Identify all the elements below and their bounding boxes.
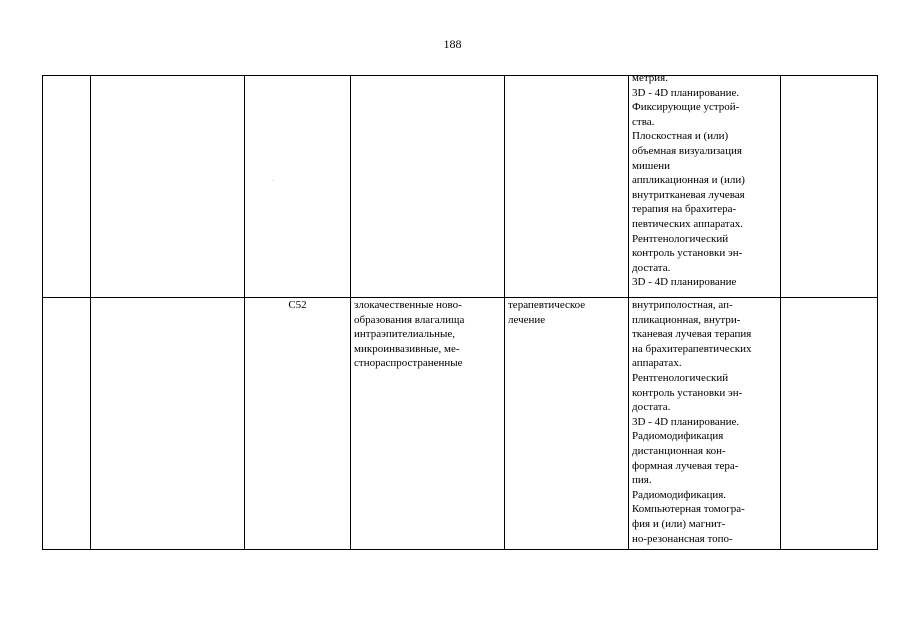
method-line: внутритканевая лучевая [632,188,745,201]
method-line: достата. [632,261,671,274]
table-cell-treatment [505,76,629,298]
method-line: дистанционная кон- [632,444,726,457]
method-line: тканевая лучевая терапия [632,328,752,341]
method-line: формная лучевая тера- [632,459,739,472]
method-line: аппаратах. [632,357,682,370]
method-line: Рентгенологический [632,371,729,384]
method-line: мишени [632,159,670,172]
method-line: ства. [632,115,655,128]
table-cell-extra [781,76,878,298]
method-line: 3D - 4D планирование [632,276,737,289]
stray-mark: . [272,174,274,183]
method-line: но-резонансная топо- [632,532,733,545]
method-line: Компьютерная томогра- [632,503,745,516]
method-line: 3D - 4D планирование. [632,415,740,428]
method-line: достата. [632,401,671,414]
table-cell-treatment [505,298,629,550]
table-row [43,76,878,298]
diagnosis-line: микроинвазивные, ме- [354,342,460,355]
method-line: Рентгенологический [632,232,729,245]
table-cell-number [43,76,91,298]
method-line: пия. [632,474,652,487]
method-line: контроль установки эн- [632,247,743,260]
table-cell-method [629,76,781,298]
method-line: метрия. [632,75,668,84]
method-line: контроль установки эн- [632,386,743,399]
table-cell-code [245,76,351,298]
method-line: Радиомодификация. [632,488,727,501]
table-cell-diagnosis [351,298,505,550]
diagnosis-line: интраэпителиальные, [354,328,456,341]
method-line: пликационная, внутри- [632,313,741,326]
icd-code: C52 [288,299,307,311]
table-cell-profile [91,298,245,550]
method-line: объемная визуализация [632,144,742,157]
method-line: Радиомодификация [632,430,724,443]
method-line: Плоскостная и (или) [632,130,729,143]
table-cell-code [245,298,351,550]
page-number: 188 [443,37,462,51]
method-line: внутриполостная, ап- [632,299,733,311]
method-line: фия и (или) магнит- [632,517,726,530]
method-line: терапия на брахитера- [632,203,737,216]
method-line: 3D - 4D планирование. [632,86,740,99]
method-line: певтических аппаратах. [632,217,743,230]
table-cell-profile [91,76,245,298]
method-line: на брахитерапевтических [632,342,752,355]
table-cell-method [629,298,781,550]
treatment-line: лечение [508,313,546,326]
diagnosis-line: злокачественные ново- [354,299,462,311]
treatment-line: терапевтическое [508,299,586,311]
table-cell-diagnosis [351,76,505,298]
method-line: аппликационная и (или) [632,174,745,187]
diagnosis-line: образования влагалища [354,313,465,326]
table-row [43,298,878,550]
table-cell-extra [781,298,878,550]
document-table [42,75,878,550]
diagnosis-line: стнораспространенные [354,357,463,370]
method-line: Фиксирующие устрой- [632,101,740,114]
table-cell-number [43,298,91,550]
